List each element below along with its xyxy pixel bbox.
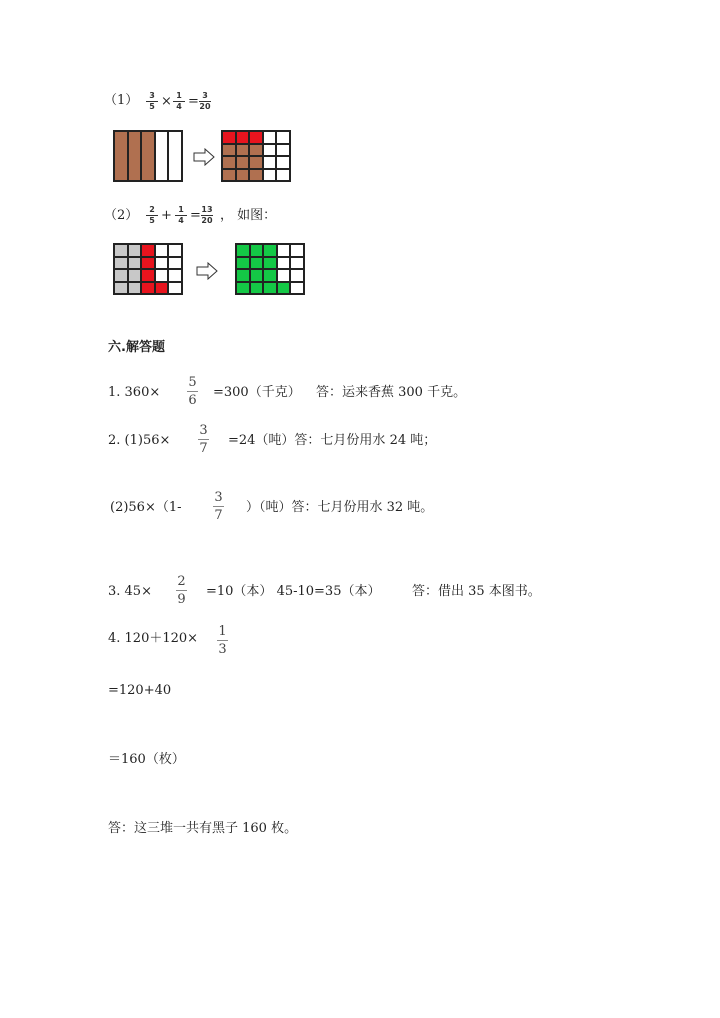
q4-step3: ＝160（枚） (108, 752, 185, 767)
q4-step2: =120+40 (108, 683, 172, 698)
numerator: 1 (178, 205, 184, 214)
operator: + (161, 208, 172, 223)
q1-expr: 1. 360× (108, 385, 161, 400)
fraction (217, 624, 228, 657)
denominator: 7 (199, 441, 208, 456)
q1-result: =300（千克） (213, 385, 301, 400)
numerator: 2 (177, 574, 186, 589)
grid-cell (263, 131, 277, 144)
denominator: 20 (201, 216, 213, 225)
grid-cell (290, 244, 304, 257)
fraction (146, 206, 158, 225)
grid-cell (155, 244, 169, 257)
grid-cell (249, 169, 263, 182)
part2-label: （2） (104, 208, 139, 223)
denominator: 5 (149, 102, 155, 111)
part2-tail: ， 如图： (220, 208, 277, 223)
grid-cell (263, 282, 277, 295)
fraction (176, 574, 187, 607)
numerator: 5 (188, 375, 197, 390)
grid-cell (263, 156, 277, 169)
q3-expr: 3. 45× (108, 584, 152, 599)
numerator: 3 (149, 91, 155, 100)
grid-cell (263, 269, 277, 282)
numerator: 1 (176, 91, 182, 100)
grid-cell (168, 131, 182, 181)
denominator: 5 (149, 216, 155, 225)
grid-cell (276, 131, 290, 144)
operator: × (161, 94, 172, 109)
grid-cell (114, 282, 128, 295)
grid-cell (128, 131, 142, 181)
q4-expr: 4. 120＋120× (108, 631, 199, 646)
grid-cell (263, 257, 277, 270)
denominator: 20 (199, 102, 211, 111)
denominator: 4 (176, 102, 182, 111)
grid-cell (249, 131, 263, 144)
grid-cell (276, 169, 290, 182)
grid-cell (249, 156, 263, 169)
grid-cell (141, 257, 155, 270)
grid-cell (276, 156, 290, 169)
numerator: 3 (202, 91, 208, 100)
grid-cell (128, 244, 142, 257)
grid-cell (236, 144, 250, 157)
grid-cell (155, 257, 169, 270)
part1-label: （1） (104, 93, 139, 108)
grid-cell (141, 131, 155, 181)
q2a-expr: 2. (1)56× (108, 433, 171, 448)
grid-cell (276, 144, 290, 157)
grid-cell (277, 257, 291, 270)
grid-cell (250, 269, 264, 282)
grid-cell (114, 257, 128, 270)
grid-cell (277, 269, 291, 282)
grid-cell (236, 244, 250, 257)
numerator: 2 (149, 205, 155, 214)
grid-cell (236, 282, 250, 295)
grid-cell (222, 131, 236, 144)
grid-cell (236, 169, 250, 182)
denominator: 9 (177, 592, 186, 607)
fraction (146, 92, 158, 111)
numerator: 3 (214, 490, 223, 505)
denominator: 7 (214, 508, 223, 523)
grid-cell (114, 131, 128, 181)
grid-cell (155, 269, 169, 282)
fraction (187, 375, 198, 408)
grid-cell (128, 282, 142, 295)
q1-answer: 答：运来香蕉 300 千克。 (316, 385, 467, 400)
grid-cell (155, 131, 169, 181)
grid-cell (236, 156, 250, 169)
grid-cell (141, 244, 155, 257)
q3-result: =10（本） 45-10=35（本） (206, 584, 381, 599)
grid-cell (263, 244, 277, 257)
fraction (175, 206, 187, 225)
grid-cell (263, 144, 277, 157)
grid-cell (155, 282, 169, 295)
numerator: 13 (201, 205, 213, 214)
grid-cell (141, 282, 155, 295)
grid-cell (263, 169, 277, 182)
q4-answer: 答：这三堆一共有黑子 160 枚。 (108, 821, 298, 836)
fraction (199, 92, 211, 111)
grid-cell (168, 244, 182, 257)
grid-cell (250, 282, 264, 295)
grid-cell (168, 257, 182, 270)
arrow-right-icon (193, 148, 215, 166)
grid-cell (236, 131, 250, 144)
grid-cell (222, 169, 236, 182)
grid-cell (168, 282, 182, 295)
grid-cell (236, 269, 250, 282)
grid-cell (290, 257, 304, 270)
grid-sum-total (235, 243, 305, 295)
equals: = (188, 94, 199, 109)
grid-cell (277, 282, 291, 295)
denominator: 4 (178, 216, 184, 225)
grid-cell (114, 269, 128, 282)
equals: = (190, 208, 201, 223)
grid-cell (277, 244, 291, 257)
fraction (198, 423, 209, 456)
grid-cell (222, 144, 236, 157)
grid-cell (168, 269, 182, 282)
q3-answer: 答：借出 35 本图书。 (412, 584, 541, 599)
denominator: 3 (218, 642, 227, 657)
grid-strips (113, 130, 183, 182)
q2b-expr: (2)56×（1- (110, 500, 182, 515)
grid-cell (250, 257, 264, 270)
numerator: 3 (199, 423, 208, 438)
grid-product (221, 130, 291, 182)
denominator: 6 (188, 393, 197, 408)
fraction (173, 92, 185, 111)
fraction (213, 490, 224, 523)
fraction (201, 206, 213, 225)
grid-cell (114, 244, 128, 257)
grid-cell (249, 144, 263, 157)
grid-cell (236, 257, 250, 270)
arrow-right-icon (196, 262, 218, 280)
numerator: 1 (218, 624, 227, 639)
grid-cell (222, 156, 236, 169)
grid-cell (290, 269, 304, 282)
q2a-result: =24（吨）答：七月份用水 24 吨； (228, 433, 437, 448)
grid-sum-parts (113, 243, 183, 295)
grid-cell (290, 282, 304, 295)
grid-cell (128, 257, 142, 270)
grid-cell (128, 269, 142, 282)
grid-cell (250, 244, 264, 257)
grid-cell (141, 269, 155, 282)
q2b-result: ）（吨）答：七月份用水 32 吨。 (246, 500, 434, 515)
section-title: 六.解答题 (108, 340, 165, 355)
